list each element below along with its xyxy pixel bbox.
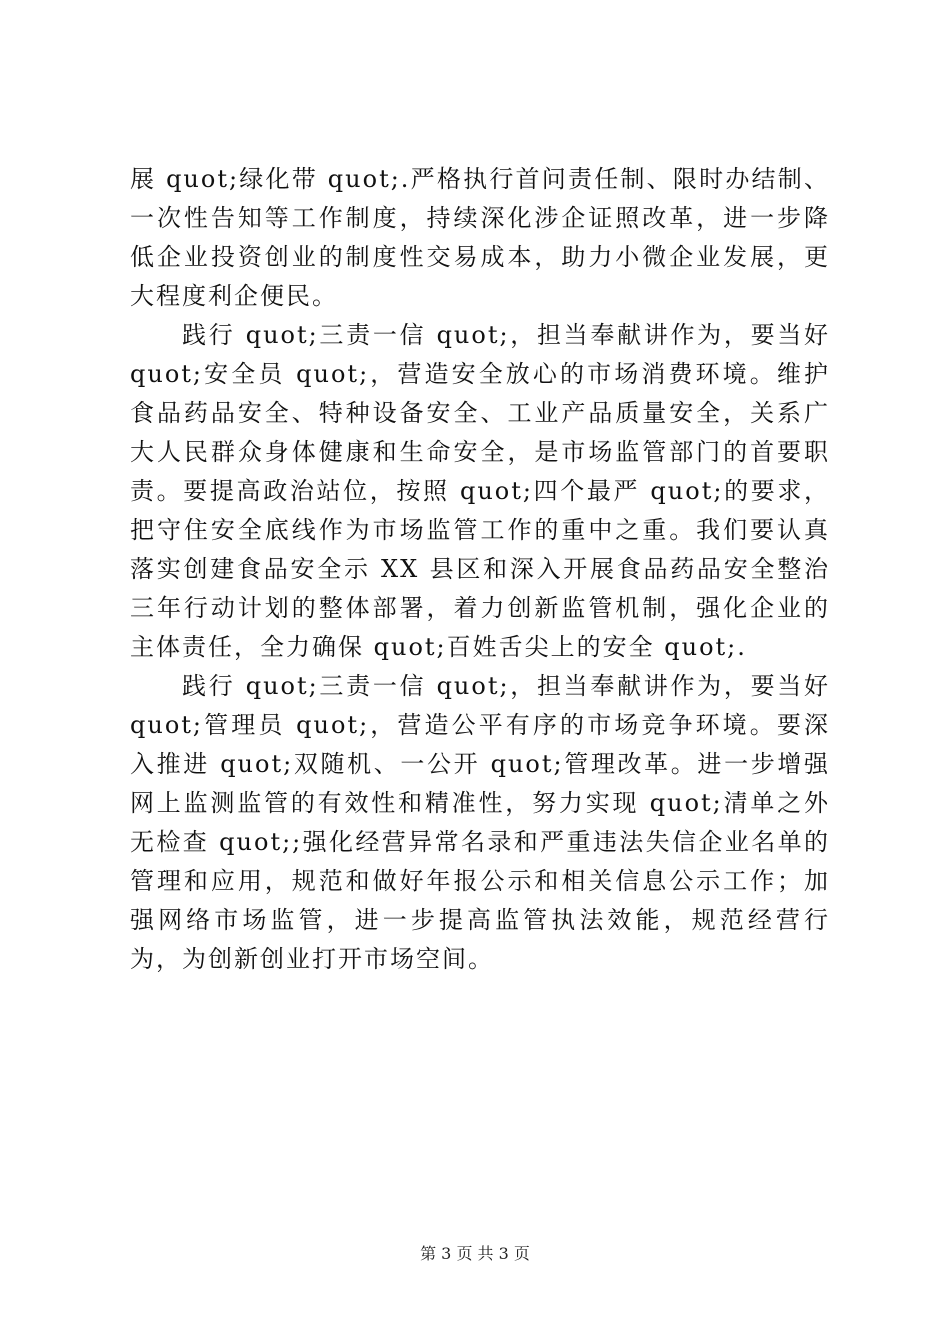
paragraph-administrator: 践行 quot;三责一信 quot;，担当奉献讲作为，要当好 quot;管理员 quot;，营造公平有序的市场竞争环境。要深入推进 quot;双随机、一公开 quot;管理改革。进一步增强网上监测监管的有效性和精准性，努力实现 quot;清单之外无检查 quot;;强化经营异常名录和严重违法失信企业名单的管理和应用，规范和做好年报公示和相关信息公示工作；加强网络市场监管，进一步提高监管执法效能，规范经营行为，为创新创业打开市场空间。 [130,672,830,973]
page-footer: 第 3 页 共 3 页 [420,1244,530,1263]
paragraph-continuation: 展 quot;绿化带 quot;.严格执行首问责任制、限时办结制、一次性告知等工作制度，持续深化涉企证照改革，进一步降低企业投资创业的制度性交易成本，助力小微企业发展，更大程度利企便民。 [130,165,830,310]
document-body [130,160,830,979]
paragraph-safety-officer: 践行 quot;三责一信 quot;，担当奉献讲作为，要当好 quot;安全员 quot;，营造安全放心的市场消费环境。维护食品药品安全、特种设备安全、工业产品质量安全，关系广大人民群众身体健康和生命安全，是市场监管部门的首要职责。要提高政治站位，按照 quot;四个最严 quot;的要求，把守住安全底线作为市场监管工作的重中之重。我们要认真落实创建食品安全示 XX 县区和深入开展食品药品安全整治三年行动计划的整体部署，着力创新监管机制，强化企业的主体责任，全力确保 quot;百姓舌尖上的安全 quot;. [130,321,830,661]
